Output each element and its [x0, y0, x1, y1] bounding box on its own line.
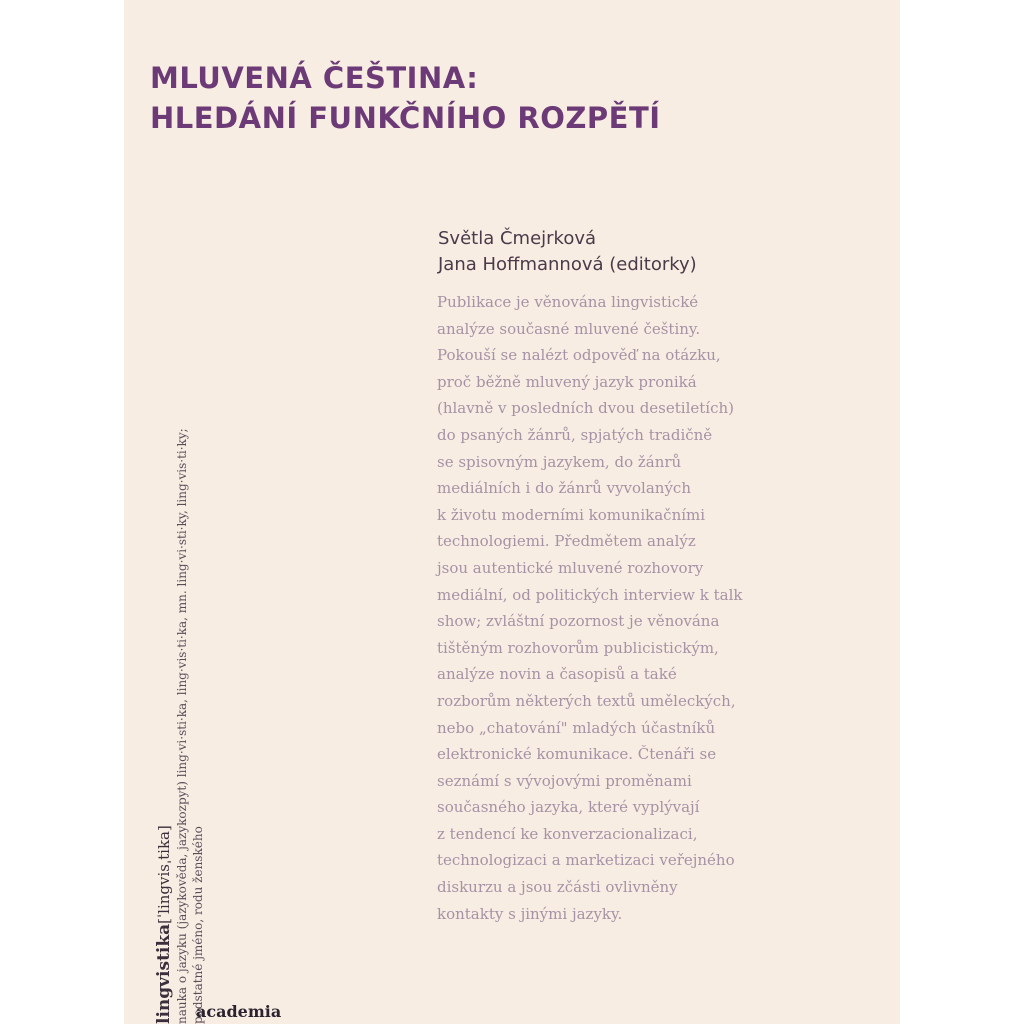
blurb-line: k životu moderními komunikačními	[437, 505, 706, 524]
dictionary-entry	[154, 264, 206, 1024]
dictionary-headword: lingvistika	[154, 923, 174, 1024]
blurb-line: tištěným rozhovorům publicistickým,	[437, 638, 719, 657]
book-title	[150, 58, 661, 138]
blurb-line: technologiemi. Předmětem analýz	[437, 532, 696, 551]
blurb-line: seznámí s vývojovými proměnami	[437, 771, 692, 790]
blurb-line: (hlavně v posledních dvou desetiletích)	[437, 399, 734, 418]
blurb-line: mediální, od politických interview k talk	[437, 585, 743, 604]
blurb-line: analýze současné mluvené češtiny.	[437, 319, 701, 338]
blurb-line: technologizaci a marketizaci veřejného	[437, 851, 735, 870]
blurb-line: analýze novin a časopisů a také	[437, 665, 677, 684]
blurb-line: Pokouší se nalézt odpověď na otázku,	[437, 346, 721, 365]
blurb-line: mediálních i do žánrů vyvolaných	[437, 479, 691, 498]
authors	[438, 226, 697, 278]
dictionary-definition: nauka o jazyku (jazykověda, jazykozpyt) ling·vi·sti·ka, ling·vis·ti·ka, mn. ling·vi·sti·ky, ling·vis·ti·ky;	[175, 428, 189, 1024]
blurb-line: současného jazyka, které vyplývají	[437, 798, 700, 817]
dictionary-grammar-note: podstatné jméno, rodu ženského	[191, 826, 205, 1024]
blurb-line: diskurzu a jsou zčásti ovlivněny	[437, 878, 678, 897]
blurb-line: kontakty s jinými jazyky.	[437, 904, 623, 923]
blurb-line: Publikace je věnována lingvistické	[437, 293, 699, 311]
book-title-line-1: MLUVENÁ ČEŠTINA:	[150, 61, 479, 95]
book-title-line-2: HLEDÁNÍ FUNKČNÍHO ROZPĚTÍ	[150, 101, 661, 135]
blurb	[437, 289, 743, 927]
publisher-logo: academia	[196, 1002, 282, 1021]
blurb-line: nebo „chatování" mladých účastníků	[437, 718, 716, 737]
blurb-line: rozborům některých textů uměleckých,	[437, 691, 736, 710]
dictionary-pronunciation: [ˈlingvisˌtika]	[155, 825, 173, 924]
author-2: Jana Hoffmannová (editorky)	[438, 254, 697, 275]
blurb-line: do psaných žánrů, spjatých tradičně	[437, 425, 713, 444]
blurb-line: proč běžně mluvený jazyk proniká	[437, 372, 697, 391]
author-1: Světla Čmejrková	[438, 228, 597, 249]
blurb-line: z tendencí ke konverzacionalizaci,	[437, 824, 698, 843]
dictionary-headword-line	[154, 264, 174, 1024]
blurb-line: elektronické komunikace. Čtenáři se	[437, 745, 717, 764]
blurb-line: show; zvláštní pozornost je věnována	[437, 612, 720, 631]
book-cover	[124, 0, 900, 1024]
blurb-line: jsou autentické mluvené rozhovory	[437, 558, 704, 577]
blurb-line: se spisovným jazykem, do žánrů	[437, 452, 682, 471]
